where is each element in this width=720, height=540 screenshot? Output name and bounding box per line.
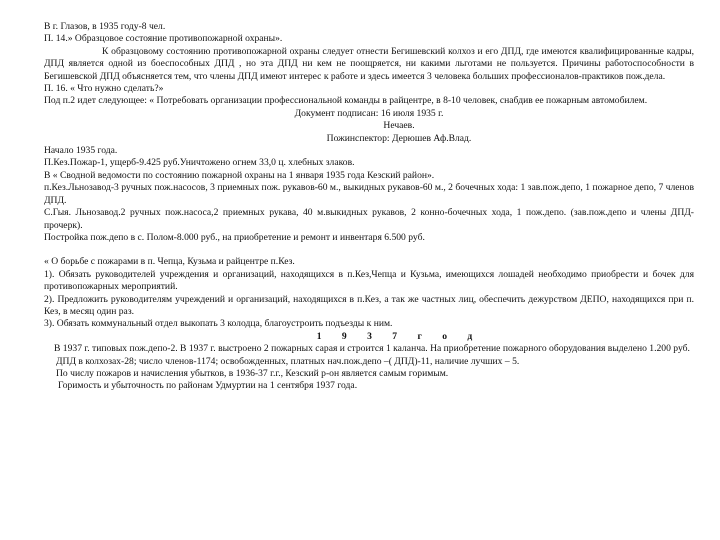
paragraph: В 1937 г. типовых пож.депо-2. В 1937 г. выстроено 2 пожарных сарая и строится 1 каланча. На приобретение пожарного оборудования выделено 1.200 руб. [54,343,690,355]
text-line: « О борьбе с пожарами в п. Чепца, Кузьма и райцентре п.Кез. [44,256,295,268]
signature-date: Документ подписан: 16 июля 1935 г. [294,107,444,119]
paragraph: К образцовому состоянию противопожарной охраны следует отнести Бегишевский колхоз и его ДПД, где имеются квалифицированные кадры, ДПД является одной из боеспособных ДПД , но эта ДПД ни кем не поощряется, ни какими льготами не пользуется. Причины работоспособности в Бегишевской ДПД объясняется тем, что члены ДПД имеют интерес к работе и здесь имеется 3 человека больших профессионалов-практиков пож.дела. [44,45,694,82]
paragraph: Под п.2 идет следующее: « Потребовать организации профессиональной команды в райцентре, в 8-10 человек, снабдив ее пожарным автомобилем. [44,95,648,107]
text-line: П. 16. « Что нужно сделать?» [44,83,164,95]
text-line: В « Сводной ведомости по состоянию пожарной охраны на 1 января 1935 года Кезский район». [44,169,435,181]
text-line: Горимость и убыточность по районам Удмуртии на 1 сентября 1937 года. [58,380,358,392]
text-line: П.Кез.Пожар-1, ущерб-9.425 руб.Уничтожено огнем 33,0 ц. хлебных злаков. [44,157,355,169]
paragraph: С.Гыя. Льнозавод.2 ручных пож.насоса,2 приемных рукава, 40 м.выкидных рукавов, 2 конно-бочечных хода, 1 пож.депо. (зав.пож.депо и члены ДПД-прочерк). [44,207,694,231]
text-line: Начало 1935 года. [44,145,118,157]
text-line: ДПД в колхозах-28; число членов-1174; освобожденных, платных нач.пож.депо –( ДПД)-11, наличие лучших – 5. [56,355,520,367]
signature-inspector: Пожинспектор: Дерюшев Аф.Влад. [326,132,472,144]
text-line: 3). Обязать коммунальный отдел выкопать 3 колодца, благоустроить подъезды к ним. [44,318,393,330]
document-page [44,21,694,393]
paragraph: 2). Предложить руководителям учреждений и организаций, находящихся в п.Кез, а так же частных лиц, обеспечить дежурством ДЕПО, находящихся при п. Кез, в месяц один раз. [44,293,694,317]
text-line: В г. Глазов, в 1935 году-8 чел. [44,21,166,32]
signature-name: Нечаев. [383,120,415,132]
text-line: Постройка пож.депо в с. Полом-8.000 руб., на приобретение и ремонт и инвентаря 6.500 руб. [44,231,425,243]
text-line: По числу пожаров и начисления убытков, в 1936-37 г.г., Кезский р-он является самым горимым. [56,367,449,379]
spacer [44,244,694,256]
paragraph: 1). Обязать руководителей учреждения и организаций, находящихся в п.Кез,Чепца и Кузьма, имеющихся лошадей необходимо приобрести и бочек для противопожарных мероприятий. [44,268,694,293]
paragraph: п.Кез.Льнозавод-3 ручных пож.насосов, 3 приемных пож. рукавов-60 м., выкидных рукавов-60 м., 2 бочечных хода: 1 зав.пож.депо, 1 пожарное депо, 7 членов ДПД. [44,182,694,206]
text-line: П. 14.» Образцовое состояние противопожарной охраны». [44,33,283,45]
year-heading: 1 9 3 7 г о д [316,330,482,342]
